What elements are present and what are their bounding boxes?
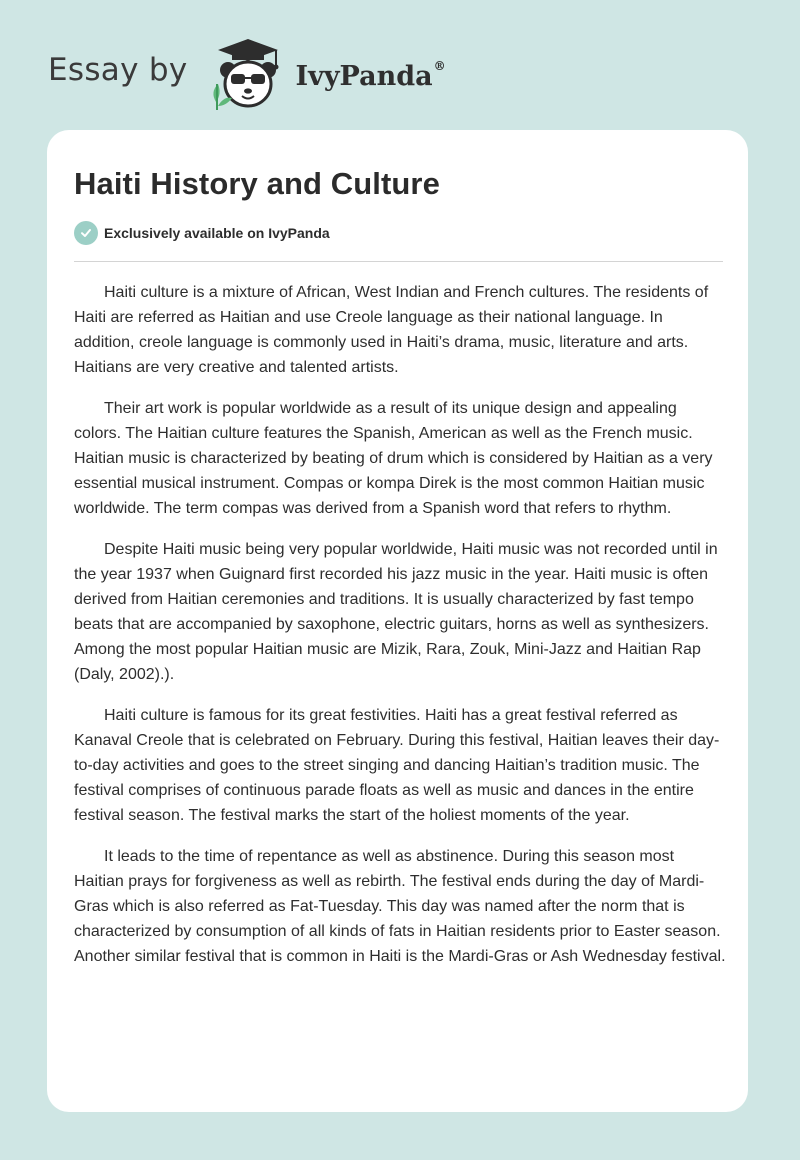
- page-title: Haiti History and Culture: [74, 166, 440, 201]
- paragraph: Haiti culture is famous for its great festivities. Haiti has a great festival referred as Kanaval Creole that is celebrated on February. During this festival, Haitian leaves their day-to-day activities and goes to the street singing and dancing Haitian’s tradition music. The festival comprises of continuous parade floats as well as music and dances in the entire festival season. The festival marks the start of the holiest moments of the year.: [74, 707, 720, 824]
- paragraph: It leads to the time of repentance as well as abstinence. During this season most Haitian prays for forgiveness as well as rebirth. The festival ends during the day of Mardi-Gras which is also referred as Fat-Tuesday. This day was named after the norm that is characterized by consumption of all kinds of fats in Haitian residents prior to Easter season. Another similar festival that is common in Haiti is the Mardi-Gras or Ash Wednesday festival.: [74, 848, 726, 965]
- essay-by-label: Essay by: [48, 52, 188, 88]
- paragraph: Their art work is popular worldwide as a result of its unique design and appealing colors. The Haitian culture features the Spanish, American as well as the French music. Haitian music is characterized by beating of drum which is considered by Haitian as a very essential musical instrument. Compas or kompa Direk is the most common Haitian music worldwide. The term compas was derived from a Spanish word that refers to rhythm.: [74, 400, 713, 517]
- essay-card: [47, 130, 748, 1112]
- brand-name[interactable]: [295, 58, 446, 92]
- exclusive-badge: [74, 221, 330, 245]
- panda-graduate-icon[interactable]: [206, 36, 290, 112]
- essay-body: [74, 280, 726, 985]
- badge-label: Exclusively available on IvyPanda: [104, 225, 330, 241]
- brand-text: IvyPanda: [295, 60, 433, 92]
- divider: [74, 261, 723, 262]
- registered-mark: ®: [433, 58, 446, 73]
- paragraph: Haiti culture is a mixture of African, West Indian and French cultures. The residents of Haiti are referred as Haitian and use Creole language as their national language. In addition, creole language is commonly used in Haiti’s drama, music, literature and arts. Haitians are very creative and talented artists.: [74, 284, 709, 376]
- site-header: [48, 34, 446, 114]
- paragraph: Despite Haiti music being very popular worldwide, Haiti music was not recorded until in the year 1937 when Guignard first recorded his jazz music in the year. Haiti music is often derived from Haitian ceremonies and traditions. It is usually characterized by fast tempo beats that are accompanied by saxophone, electric guitars, horns as well as synthesizers. Among the most popular Haitian music are Mizik, Rara, Zouk, Mini-Jazz and Haitian Rap (Daly, 2002).).: [74, 541, 718, 683]
- check-circle-icon: [74, 221, 98, 245]
